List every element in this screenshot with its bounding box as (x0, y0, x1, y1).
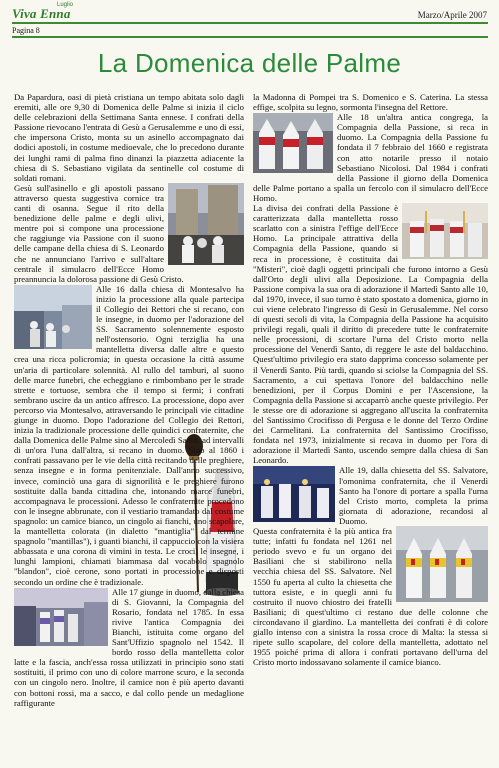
page-number: Pagina 8 (12, 26, 40, 35)
article-column-right (253, 92, 488, 667)
paragraph: La divisa dei confrati della Passione è caratterizzata dalla mantelletta rosso scarlatto con a sinistra l'effige dell'Ecce Homo. La principale attrattiva della Compagnia della Passione, quando si reca in processione, è costituita dai "Misteri", cioè dagli oggetti principali che furono intorno a Gesù dall'Orto degli ulivi alla Deposizione. La Compagnia della Passione compiva la sua ora di adorazione il Martedì Santo alle 10, dal 1970, invece, il suo turno è stato spostato a domenica, giorno in cui viene celebrato l'ingresso di Gesù in Gerusalemme. Nel corso di questi secoli di vita, la Compagnia della Passione ha acquisito privilegi regali, quali il diritto di precedere tutte le confraternite nelle processioni, di scortare l'urna del Cristo morto nella processione del Venerdì Santo, di reggere le aste del baldacchino. Quest'ultimo privilegio era stato dapprima concesso solamente per il Venerdì Santo. Più tardi, quando si sciolse la Compagnia del SS. Sacramento, a cui spettava l'onore del baldacchino nelle benedizioni, per il Corpus Domini e per l'Ascensione, la Compagnia della Passione si accaparrò anche queste privilegio. Per le stesse ore di adorazione si aggregano all'uscita la confraternita del Santissimo Crocifisso di Pergusa e le donne del Terzo Ordine dei Carmelitani. La confraternita del Santissimo Crocifisso, fondata nel 1973, inizialmente si recava in duomo per l'ora di adorazione il Martedì Santo, uscendo sempre dalla chiesa di San Leonardo. (253, 203, 488, 466)
article-title: La Domenica delle Palme (97, 48, 402, 78)
photo-candles-procession (402, 203, 488, 259)
paragraph: Da Papardura, oasi di pietà cristiana un tempo abitata solo dagli eremiti, alle ore 9,30 di Domenica delle Palme si inizia il ciclo delle celebrazioni della Settimana Santa ennese. I confrati della Passione rievocano l'entrata di Gesù a Gerusalemme e uno di essi, che impersona Cristo, monta su un asinello accompagnato dai dodici apostoli, in costume medioevale, che lo precedono durante dei lunghi rami di palma fino dinanzi la piazzetta adiacente la chiesa di S. Sebastiano vigilata da sentinelle col costume di soldati romani. (14, 92, 244, 183)
photo-confrati-street (14, 588, 108, 646)
article-column-left (14, 92, 244, 708)
paragraph: Alle 19, dalla chiesetta del SS. Salvatore, l'omonima confraternita, che il Venerdì Santo ha l'onore di portare a spalla l'urna del Cristo morto, completa la prima giornata di adorazione, recandosi al Duomo. (339, 465, 488, 526)
photo-confrati-yellow (396, 526, 488, 602)
header-rule-bottom (12, 36, 488, 38)
page-header (0, 0, 499, 36)
paragraph: Questa confraternita è la più antica fra tutte; infatti fu fondata nel 1261 nel periodo svevo e fu un organo dei Basiliani che si stabilirono nella vecchia chiesa del SS. Salvatore. Nel 1550 fu aperta al culto la chiesetta che tuttora esiste, e in quegli anni fu costruito il nuovo chiostro dei frateIli Basiliani; di quest'ultimo ci restano due delle colonne che circondavano il giardino. La mantelletta dei confrati è di colore giallo intenso con a sinistra la rossa croce di Malta: la stessa si ripete sullo scapolare, del colore della mantelletta, adottato nel 1955 poiché prima di allora i confrati portavano dell'urna del Cristo morto indossavano solamente il camice bianco. (253, 526, 488, 668)
photo-procession-church (168, 183, 244, 265)
paragraph: la Madonna di Pompei tra S. Domenico e S. Caterina. La stessa effige, scolpita su legno, sormonta l'insegna del Rettore. (253, 92, 488, 113)
magazine-logo: Viva Enna (12, 6, 71, 21)
magazine-logo-sup: Luglio (57, 2, 74, 8)
paragraph: Alle 17 giunge in duomo, dalla chiesa di S. Giovanni, la Compagnia del Rosario, fondata nel 1785. In essa rivive l'antica Compagnia dei Bianchi, istituita come organo del Sant'Uffizio spagnolo nel 1542. Il bordo rosso della mantelletta color latte e la fascia, anch'essa rossa utilizzati in principio sono stati sostituiti, il primo con uno di colore marrone scuro, e la seconda con un cingolo nero. Inoltre, il camice non è più aperto davanti con bottoni rossi, ma a sacco, e dal collo pende un medaglione raffigurante (14, 586, 244, 708)
issue-date: Marzo/Aprile 2007 (417, 10, 487, 20)
photo-crowd-street (14, 285, 92, 349)
photo-hooded-confrati-red (253, 113, 333, 173)
photo-blue-procession (253, 466, 335, 522)
paragraph: Alle 16 dalla chiesa di Montesalvo ha inizio la processione alla quale partecipa il Collegio dei Rettori che si recano, con le insegne, in duomo per l'adorazione del SS. Sacramento solennemente esposto nell'ostensorio. Ogni terziglia ha una mantelletta diversa dalle altre e questo crea una ricca policromia; in questa occasione la città assume un'aria di particolare solennità. Al rullo del tamburi, al suono delle marce funebri, che echeggiano e rimbombano per le strade strette e tortuose, sembra che il tempo si fermi; i confrati sembrano uscire da un antico affresco. La processione, dopo aver percorso via Montesalvo, attraversando le principali vie cittadine giunge in duomo. Dopo l'adorazione del Collegio dei Rettori, inizia la tradizionale processione delle quindici confraternite, che dalla Domenica delle Palme sino al Mercoledì Santo, ad intervalli di un'ora l'una dall'altra, si recano in duomo. Sino al 1860 i confrati passavano per le vie della città recitando delle preghiere, senza insegne e in forma penitenziale. Dall'anno successivo, invece, cominciò una gara di signorilità e le preghiere furono sostituite dalla banda cittadina che, intonando marce funebri, accompagnava le processioni. Adesso le confraternite procedono con le insegne abbrunate, con il vestiario tramandato dal costume spagnolo: un camice bianco, un cingolo ai fianchi, uno scapolare, la mantelletta colorata (in dialetto "mantiglia" dal termine spagnolo "mantillas"), i guanti bianchi, il cappuccio con la visiera abbassata e una corona di vimini in testa. Le croci, le insegne, i lunghi lampioni, chiamati biammasa dal vocabolo spagnolo "blandon", cioè cerone, sono portati in processione e disposti secondo un ordine che è tradizionale. (14, 283, 244, 587)
header-rule-top (12, 22, 488, 24)
paragraph: Alle 18 un'altra antica congrega, la Compagnia della Passione, si reca in duomo. La Compagnia della Passione fu fondata il 7 febbraio del 1660 e registrata con atto notarile presso il notaio Sebastiano Nicolosi. Dal 1984 i confrati della Passione il giorno della Domenica delle Palme portano a spalla un fercolo con il simulacro dell'Ecce Homo. (253, 112, 488, 203)
paragraph: Gesù sull'asinello e gli apostoli passano attraverso questa suggestiva cornice tra canti di osanna. Segue il rito della benedizione delle palme e degli ulivi, mentre poi si compone una processione che raggiunge via Passione con il suono delle campane della chiesa di S. Leonardo che ne annunciano l'arrivo e sull'altare centrale il simulacro dell'Ecce Homo preannuncia la dolorosa passione di Gesù Cristo. (14, 182, 184, 284)
